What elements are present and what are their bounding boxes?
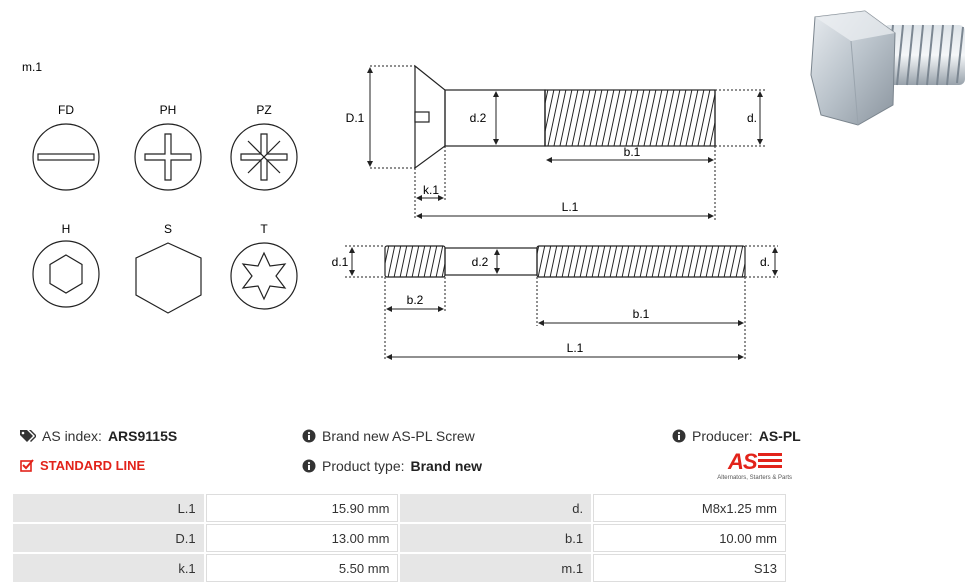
spec-value: 13.00 mm xyxy=(206,524,399,552)
dim-b2-bottom: b.2 xyxy=(406,293,424,307)
table-row xyxy=(13,524,786,552)
dim-b1-top: b.1 xyxy=(623,145,641,159)
hex-head-icon xyxy=(136,243,201,313)
dim-d-top: d. xyxy=(746,111,758,125)
dim-L1-top: L.1 xyxy=(561,200,579,214)
spec-table xyxy=(11,492,788,584)
info-icon xyxy=(302,429,316,443)
spec-key: k.1 xyxy=(13,554,204,582)
material-label: m.1 xyxy=(22,60,43,74)
countersunk-screw-drawing xyxy=(415,66,715,168)
spec-key: d. xyxy=(400,494,591,522)
stud-drawing xyxy=(385,246,745,277)
tags-icon xyxy=(20,429,36,443)
product-type-label: Product type: xyxy=(322,458,405,474)
as-index-row xyxy=(20,428,177,444)
spec-key: b.1 xyxy=(400,524,591,552)
head-label-s: S xyxy=(163,222,173,236)
torx-head-icon xyxy=(231,243,297,309)
info-icon xyxy=(302,459,316,473)
checkbox-icon xyxy=(20,459,34,473)
table-row xyxy=(13,554,786,582)
dim-d2-top: d.2 xyxy=(469,111,487,125)
dim-d-bottom: d. xyxy=(759,255,771,269)
head-label-fd: FD xyxy=(58,103,74,117)
logo-text: AS xyxy=(728,449,757,474)
standard-line-row xyxy=(20,458,145,473)
as-index-label: AS index: xyxy=(42,428,102,444)
slotted-head-icon xyxy=(33,124,99,190)
producer-row xyxy=(672,428,801,444)
producer-value: AS-PL xyxy=(758,428,801,444)
spec-key: m.1 xyxy=(400,554,591,582)
spec-value: S13 xyxy=(593,554,786,582)
spec-value: M8x1.25 mm xyxy=(593,494,786,522)
hex-socket-head-icon xyxy=(33,241,99,307)
product-type-value: Brand new xyxy=(410,458,483,474)
dim-d2-bottom: d.2 xyxy=(471,255,489,269)
table-row xyxy=(13,494,786,522)
pozidriv-head-icon xyxy=(231,124,297,190)
as-pl-logo xyxy=(702,449,790,483)
spec-key: D.1 xyxy=(13,524,204,552)
dim-D1: D.1 xyxy=(345,111,365,125)
spec-value: 15.90 mm xyxy=(206,494,399,522)
product-type-row xyxy=(302,458,482,474)
producer-label: Producer: xyxy=(692,428,753,444)
spec-key: L.1 xyxy=(13,494,204,522)
head-label-ph: PH xyxy=(159,103,177,117)
phillips-head-icon xyxy=(135,124,201,190)
dim-d1-bottom: d.1 xyxy=(331,255,349,269)
description-row xyxy=(302,428,475,444)
dim-k1: k.1 xyxy=(422,183,440,197)
head-label-h: H xyxy=(61,222,71,236)
spec-value: 5.50 mm xyxy=(206,554,399,582)
head-label-t: T xyxy=(260,222,268,236)
standard-line-label: STANDARD LINE xyxy=(40,458,146,473)
spec-value: 10.00 mm xyxy=(593,524,786,552)
info-icon xyxy=(672,429,686,443)
logo-tagline: Alternators, Starters & Parts xyxy=(717,475,792,481)
product-photo xyxy=(803,5,973,127)
description-text: Brand new AS-PL Screw xyxy=(322,428,475,444)
dim-L1-bottom: L.1 xyxy=(566,341,584,355)
head-label-pz: PZ xyxy=(256,103,272,117)
dim-b1-bottom: b.1 xyxy=(632,307,650,321)
as-index-value: ARS9115S xyxy=(107,428,178,444)
